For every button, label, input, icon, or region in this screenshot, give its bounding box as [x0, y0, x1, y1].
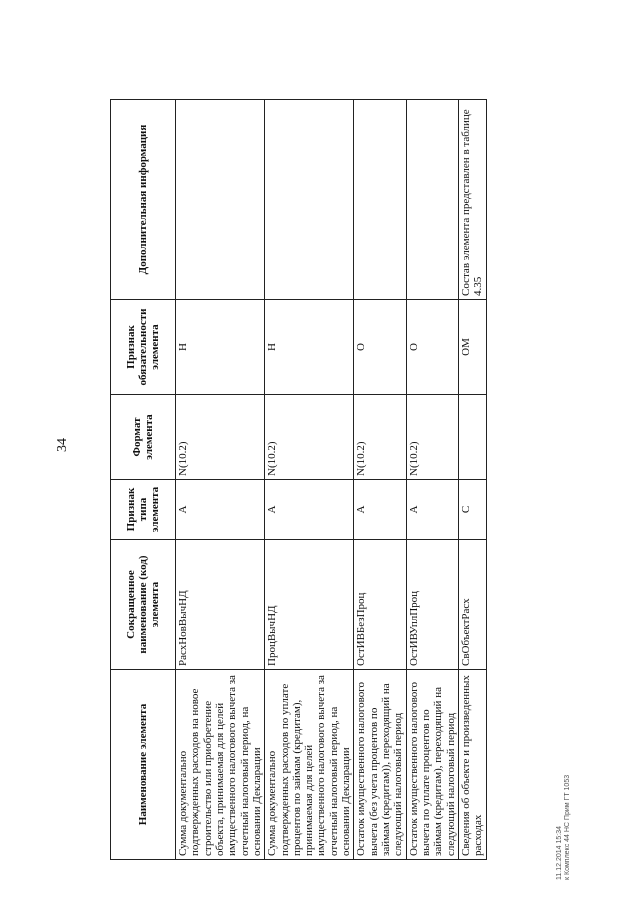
cell-info: [354, 100, 406, 300]
cell-code: ПроцВычНД: [265, 540, 354, 670]
element-table: [110, 99, 487, 860]
header-required: Признак обязательности элемента: [111, 300, 176, 395]
header-info: Дополнительная информация: [111, 100, 176, 300]
footer-stamp-line2: к Комплекс 44 НС Прим ГТ 1053: [564, 774, 572, 880]
cell-name: Сумма документально подтвержденных расходов по уплате процентов по займам (кредитам), принимаемая для целей имущественного налогового вычета за отчетный налоговый период, на основании Декларации: [265, 670, 354, 860]
footer-stamp-line1: 11.12.2014 15:34: [556, 826, 563, 880]
cell-type: С: [458, 480, 486, 540]
cell-required: Н: [176, 300, 265, 395]
cell-format: N(10.2): [406, 395, 458, 480]
cell-code: СвОбъектРасх: [458, 540, 486, 670]
cell-code: ОстИВУплПроц: [406, 540, 458, 670]
cell-info: [176, 100, 265, 300]
footer-stamp: [556, 680, 573, 880]
cell-type: А: [406, 480, 458, 540]
header-code: Сокращенное наименование (код) элемента: [111, 540, 176, 670]
cell-info: Состав элемента представлен в таблице 4.35: [458, 100, 486, 300]
cell-format: N(10.2): [176, 395, 265, 480]
cell-code: РасхНовВычНД: [176, 540, 265, 670]
cell-required: О: [354, 300, 406, 395]
cell-name: Остаток имущественного налогового вычета (без учета процентов по займам (кредитам)), переходящий на следующий налоговый период: [354, 670, 406, 860]
rotated-table-wrapper: [110, 100, 520, 860]
table-row: [265, 100, 354, 860]
cell-info: [406, 100, 458, 300]
cell-name: Остаток имущественного налогового вычета по уплате процентов по займам (кредитам), переходящий на следующий налоговый период: [406, 670, 458, 860]
table-row: [458, 100, 486, 860]
cell-format: N(10.2): [265, 395, 354, 480]
cell-format: [458, 395, 486, 480]
table-header-row: [111, 100, 176, 860]
page-number: 34: [55, 438, 70, 452]
cell-format: N(10.2): [354, 395, 406, 480]
header-type: Признак типа элемента: [111, 480, 176, 540]
table-row: [406, 100, 458, 860]
cell-required: ОМ: [458, 300, 486, 395]
cell-type: А: [265, 480, 354, 540]
header-name: Наименование элемента: [111, 670, 176, 860]
cell-info: [265, 100, 354, 300]
cell-type: А: [354, 480, 406, 540]
table-row: [354, 100, 406, 860]
table-row: [176, 100, 265, 860]
cell-required: Н: [265, 300, 354, 395]
cell-type: А: [176, 480, 265, 540]
header-format: Формат элемента: [111, 395, 176, 480]
cell-code: ОстИВБезПроц: [354, 540, 406, 670]
cell-name: Сведения об объекте и произведенных расходах: [458, 670, 486, 860]
cell-name: Сумма документально подтвержденных расходов на новое строительство или приобретение объекта, принимаемая для целей имущественного налогового вычета за отчетный налоговый период, на основании Декларации: [176, 670, 265, 860]
cell-required: О: [406, 300, 458, 395]
